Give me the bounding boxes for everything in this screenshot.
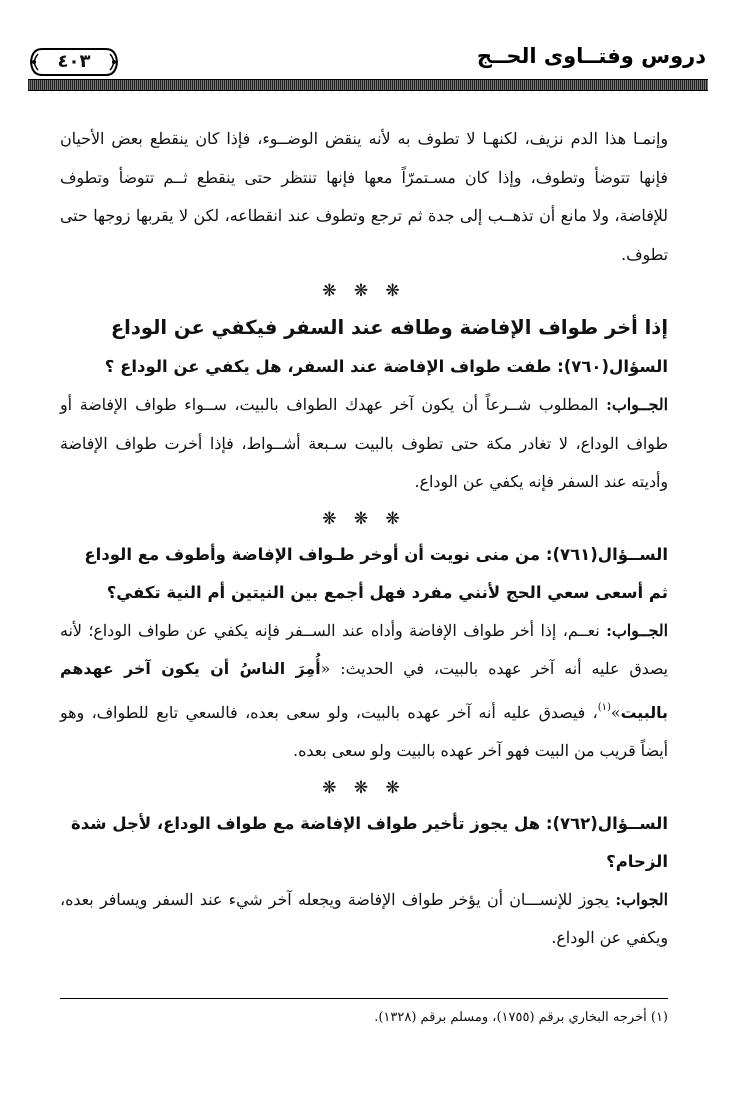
- question-761: الســؤال(٧٦١): من منى نويت أن أوخر طـواف الإفاضة وأطوف مع الوداع ثم أسعى سعي الحج لأنني مفرد فهل أجمع بين النيتين أم النية تكفي؟: [84, 544, 668, 602]
- question-762: الســؤال(٧٦٢): هل يجوز تأخير طواف الإفاضة مع طواف الوداع، لأجل شدة الزحام؟: [70, 813, 668, 871]
- answer-762: [60, 881, 668, 958]
- answer-760-text: المطلوب شــرعاً أن يكون آخر عهدك الطواف بالبيت، ســواء طواف الإفاضة أو طواف الوداع، لا تغادر مكة حتى تطوف بالبيت سـبعة أشــواط، فإذا أخرت طواف الإفاضة وأديته عند السفر فإنه يكفي عن الوداع.: [60, 395, 668, 491]
- section-heading: إذا أخر طواف الإفاضة وطافه عند السفر فيكفي عن الوداع: [110, 316, 668, 339]
- page-body: [60, 120, 668, 958]
- answer-761: [60, 612, 668, 771]
- page-number: ٤٠٣: [57, 51, 91, 72]
- paragraph-1: وإنمـا هذا الدم نزيف، لكنهـا لا تطوف به لأنه ينقض الوضــوء، فإذا كان ينقطع بعض الأحيان فإنها تتوضأ وتطوف، وإذا كان مسـتمرّاً معها فإنها تنتظر حتى ينقطع ثــم تتوضأ وتطوف للإفاضة، ولا مانع أن تذهــب إلى جدة ثم ترجع وتطوف عند انقطاعه، لكن لا يقربها زوجها حتى تطوف.: [60, 129, 668, 264]
- answer-761-label: الجــواب:: [606, 620, 668, 640]
- section-separator: ❋ ❋ ❋: [322, 281, 406, 301]
- answer-760: [60, 386, 668, 502]
- hadith-quote: أُمِرَ الناسُ أن يكون آخر عهدهم بالبيت: [60, 659, 668, 722]
- page-header: [28, 36, 708, 106]
- footnote-1: (١) أخرجه البخاري برقم (١٧٥٥)، ومسلم برقم (١٣٢٨).: [374, 1010, 668, 1025]
- footnotes: [60, 998, 668, 1029]
- question-760: [60, 348, 668, 386]
- answer-760-label: الجــواب:: [606, 395, 668, 414]
- answer-762-label: الجواب:: [615, 889, 668, 909]
- page-number-badge: [28, 46, 120, 78]
- answer-761-text: نعــم، إذا أخر طواف الإفاضة وأداه عند الســفر فإنه يكفي عن طواف الوداع؛ لأنه يصدق عليه أنه آخر عهده بالبيت، في الحديث: «: [60, 620, 669, 678]
- footnote-marker: (١): [597, 701, 611, 713]
- section-separator: ❋ ❋ ❋: [322, 777, 406, 798]
- footnote-rule: [60, 998, 668, 999]
- quote-close: »: [610, 702, 621, 722]
- answer-761-text-cont: ، فيصدق عليه أنه آخر عهده بالبيت، ولو سعى بعده، فالسعي تابع للطواف، وهو أيضاً قريب من البيت فهو آخر عهده بالبيت ولو سعى بعده.: [60, 702, 668, 760]
- question-760-text: طفت طواف الإفاضة عند السفر، هل يكفي عن الوداع ؟: [104, 357, 552, 376]
- section-separator: ❋ ❋ ❋: [322, 508, 406, 529]
- running-title: دروس وفتــاوى الحــج: [476, 44, 706, 68]
- answer-762-text: يجوز للإنســـان أن يؤخر طواف الإفاضة ويجعله آخر شيء عند السفر ويسافر بعده، ويكفي عن الوداع.: [60, 889, 668, 947]
- question-760-label: السؤال(٧٦٠):: [557, 357, 668, 376]
- header-rule: [28, 79, 708, 91]
